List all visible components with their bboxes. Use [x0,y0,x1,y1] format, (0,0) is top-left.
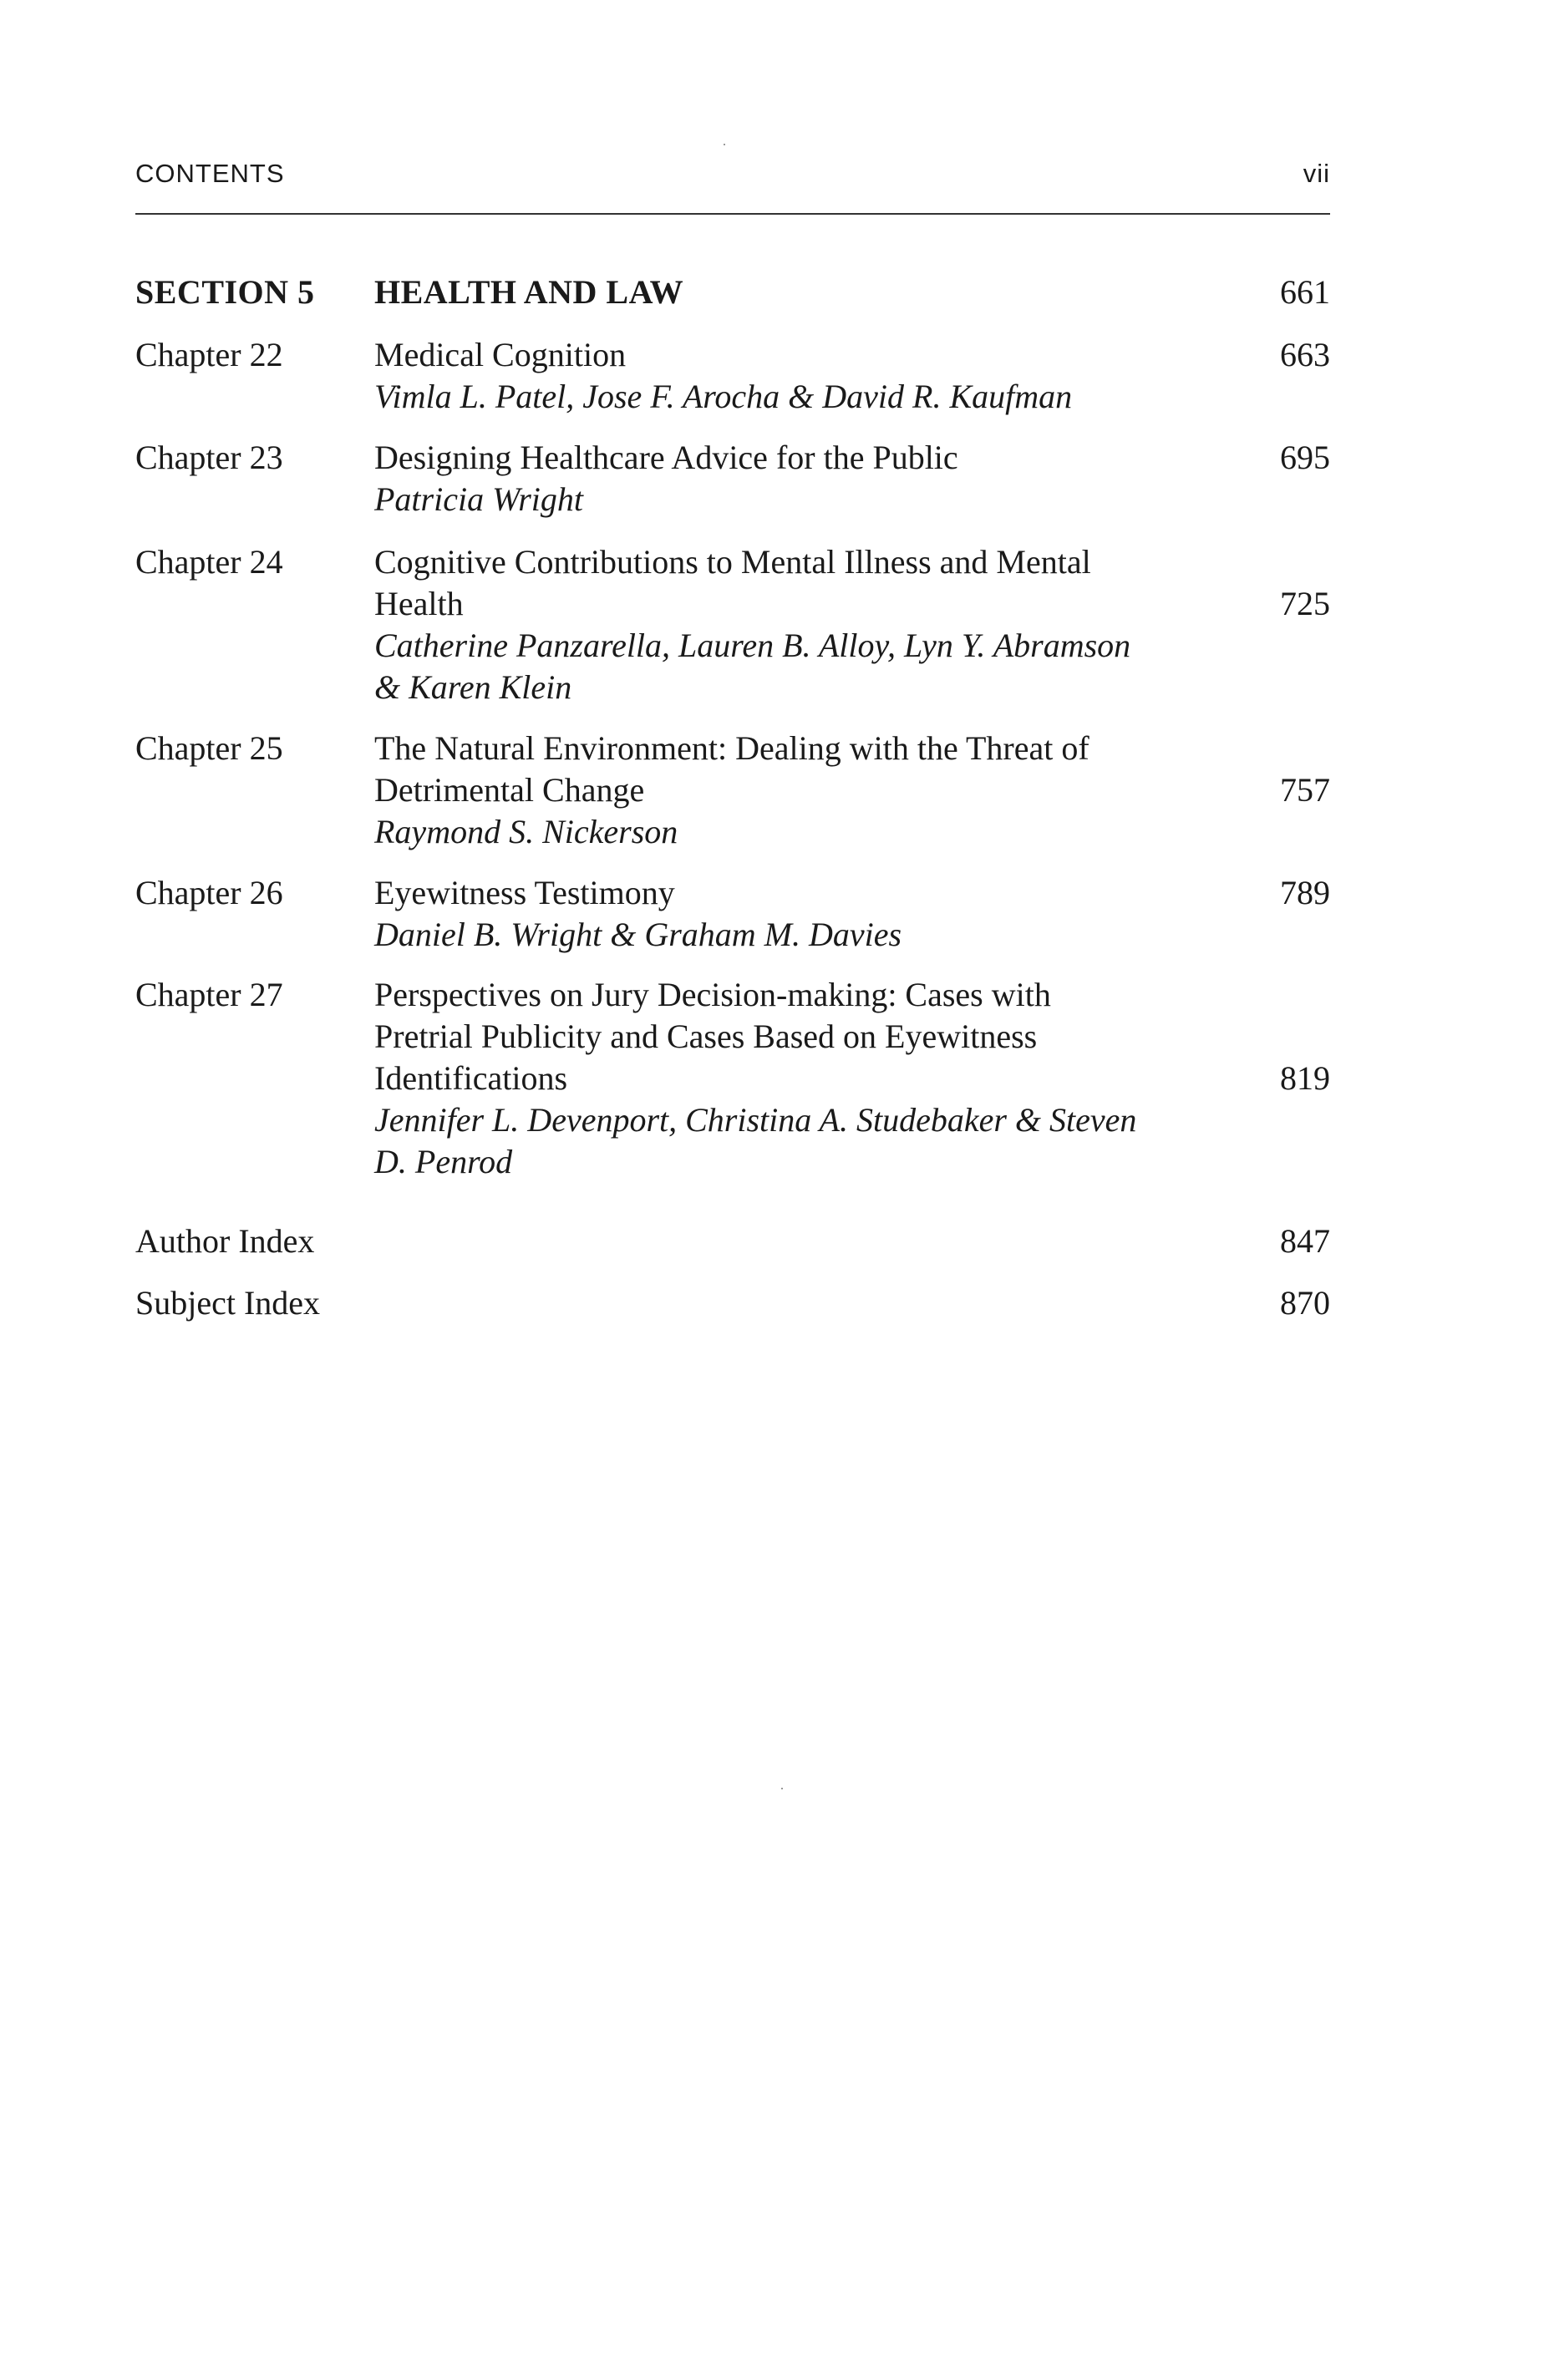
chapter-title-line: Detrimental Change [374,771,645,809]
chapter-label: Chapter 24 [135,543,283,581]
chapter-label: Chapter 25 [135,729,283,767]
header-rule [135,213,1330,215]
index-page: 847 [1280,1222,1330,1260]
chapter-authors-line: Jennifer L. Devenport, Christina A. Studebaker & Steven [374,1101,1137,1139]
chapter-label: Chapter 26 [135,874,283,911]
chapter-title: Designing Healthcare Advice for the Public [374,439,958,476]
chapter-authors-line: D. Penrod [374,1143,513,1180]
chapter-title-line: Perspectives on Jury Decision-making: Cases with [374,976,1051,1013]
chapter-title-line: Identifications [374,1059,568,1097]
chapter-title-line: Health [374,585,464,622]
chapter-authors: Patricia Wright [374,480,583,518]
chapter-label: Chapter 23 [135,439,283,476]
chapter-authors: Raymond S. Nickerson [374,813,678,850]
running-head [135,159,1330,200]
running-head-title: CONTENTS [135,159,285,188]
chapter-label: Chapter 27 [135,976,283,1013]
section-label: SECTION 5 [135,273,315,311]
index-page: 870 [1280,1284,1330,1322]
chapter-label: Chapter 22 [135,336,283,373]
chapter-page: 695 [1280,439,1330,476]
chapter-page: 757 [1280,771,1330,809]
chapter-authors-line: Catherine Panzarella, Lauren B. Alloy, Lyn Y. Abramson [374,627,1131,664]
chapter-page: 819 [1280,1059,1330,1097]
chapter-authors: Daniel B. Wright & Graham M. Davies [374,916,902,953]
chapter-title-line: Cognitive Contributions to Mental Illness and Mental [374,543,1091,581]
chapter-page: 789 [1280,874,1330,911]
section-page: 661 [1280,273,1330,311]
index-label: Author Index [135,1222,315,1260]
section-title: HEALTH AND LAW [374,273,684,311]
chapter-authors: Vimla L. Patel, Jose F. Arocha & David R. Kaufman [374,378,1073,415]
scan-speck [724,144,725,145]
chapter-authors-line: & Karen Klein [374,668,572,706]
scan-speck [781,1788,783,1789]
chapter-title-line: Pretrial Publicity and Cases Based on Eyewitness [374,1017,1038,1055]
chapter-page: 725 [1280,585,1330,622]
chapter-title: Eyewitness Testimony [374,874,675,911]
chapter-page: 663 [1280,336,1330,373]
index-label: Subject Index [135,1284,321,1322]
chapter-title-line: The Natural Environment: Dealing with the Threat of [374,729,1089,767]
chapter-title: Medical Cognition [374,336,627,373]
page-number: vii [1303,159,1330,188]
